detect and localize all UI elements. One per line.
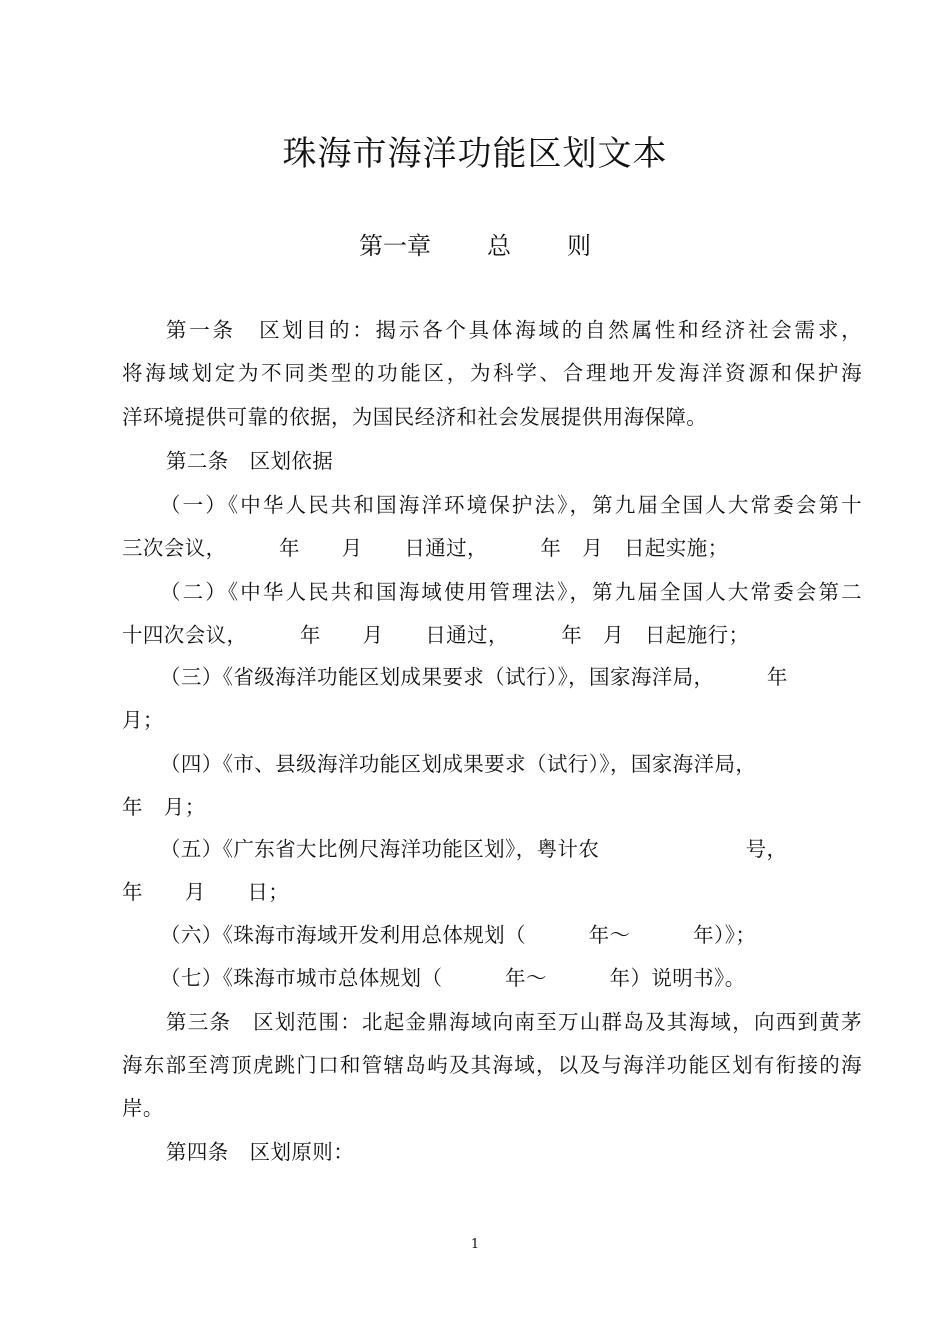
page-number: 1 <box>470 1237 480 1252</box>
chapter-label: 第一章 <box>359 232 431 260</box>
article-2-item-2-line-1: （二）《中华人民共和国海域使用管理法》，第九届全国人大常委会第二 <box>160 580 862 604</box>
article-3-line-2: 海东部至湾顶虎跳门口和管辖岛屿及其海域，以及与海洋功能区划有衔接的海 <box>122 1053 862 1077</box>
article-2-item-3-line-2: 月； <box>122 708 164 732</box>
article-2-item-7: （七）《珠海市城市总体规划（ 年～ 年）说明书》。 <box>160 966 746 990</box>
article-2-item-5-line-2: 年 月 日； <box>122 880 290 904</box>
article-2-item-4-line-2: 年 月； <box>122 795 206 819</box>
article-1-line-3: 洋环境提供可靠的依据，为国民经济和社会发展提供用海保障。 <box>122 405 708 429</box>
article-2-item-6: （六）《珠海市海域开发利用总体规划（ 年～ 年）》； <box>160 923 757 947</box>
article-1-line-2: 将海域划定为不同类型的功能区，为科学、合理地开发海洋资源和保护海 <box>122 361 862 385</box>
chapter-heading <box>0 228 950 264</box>
article-2-item-1-line-2: 三次会议， 年 月 日通过， 年 月 日起实施； <box>122 536 729 560</box>
chapter-word-2: 则 <box>567 232 591 260</box>
article-2-item-1-line-1: （一）《中华人民共和国海洋环境保护法》，第九届全国人大常委会第十 <box>160 493 862 517</box>
article-4-heading: 第四条 区划原则： <box>166 1140 355 1164</box>
article-3-line-3: 岸。 <box>122 1096 164 1120</box>
article-1-line-1: 第一条 区划目的：揭示各个具体海域的自然属性和经济社会需求， <box>166 318 862 342</box>
article-2-item-4-line-1: （四）《市、县级海洋功能区划成果要求（试行）》，国家海洋局， <box>160 752 757 776</box>
article-2-item-2-line-2: 十四次会议， 年 月 日通过， 年 月 日起施行； <box>122 623 750 647</box>
article-2-item-3-line-1: （三）《省级海洋功能区划成果要求（试行）》，国家海洋局， 年 <box>160 665 788 689</box>
article-2-heading: 第二条 区划依据 <box>166 449 334 473</box>
chapter-word-1: 总 <box>487 232 511 260</box>
article-2-item-5-line-1: （五）《广东省大比例尺海洋功能区划》，粤计农 号， <box>160 837 788 861</box>
article-3-line-1: 第三条 区划范围：北起金鼎海域向南至万山群岛及其海域，向西到黄茅 <box>166 1010 862 1034</box>
document-title: 珠海市海洋功能区划文本 <box>282 134 668 174</box>
